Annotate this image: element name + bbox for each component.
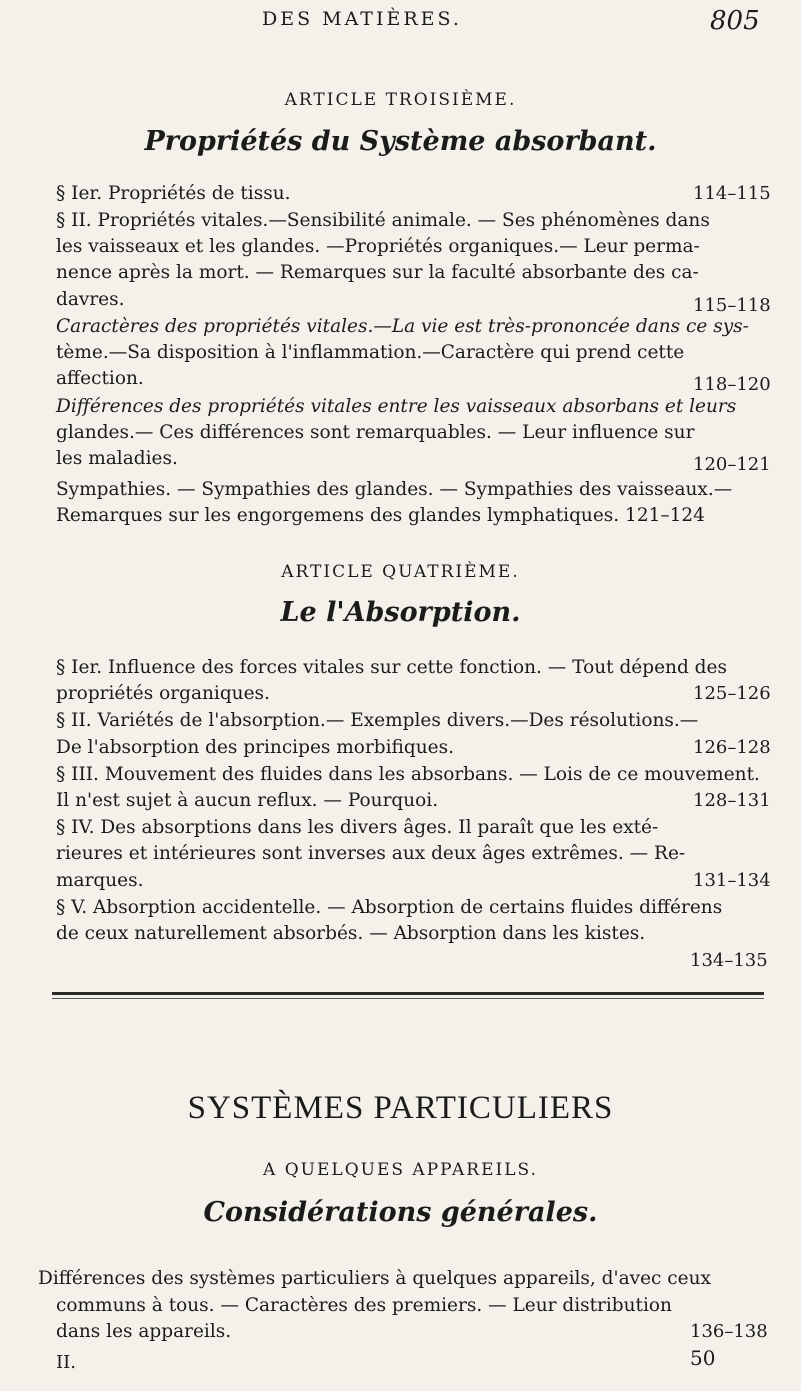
article-3-title: Propriétés du Système absorbant.	[144, 126, 657, 157]
toc-entry-line: dans les appareils.	[56, 1321, 232, 1342]
toc-page-ref: 114–115	[693, 183, 771, 204]
toc-entry-line: § Ier. Propriétés de tissu.	[56, 183, 291, 204]
general-considerations-title: Considérations générales.	[203, 1197, 598, 1228]
toc-page-ref: 136–138	[690, 1321, 768, 1342]
article-4-heading: ARTICLE QUATRIÈME.	[281, 562, 520, 582]
toc-entry-line: Il n'est sujet à aucun reflux. — Pourquoi.	[56, 790, 439, 811]
toc-entry-line: affection.	[56, 368, 144, 389]
article-3-heading: ARTICLE TROISIÈME.	[284, 90, 517, 110]
toc-entry-line: tème.—Sa disposition à l'inflammation.—Caractère qui prend cette	[56, 342, 685, 363]
section-divider-thin	[52, 998, 764, 999]
toc-entry-line: rieures et intérieures sont inverses aux deux âges extrêmes. — Re-	[56, 843, 686, 864]
toc-entry-line: De l'absorption des principes morbifiques.	[56, 737, 454, 758]
toc-page-ref: 126–128	[693, 737, 771, 758]
toc-page-ref: 120–121	[693, 454, 771, 475]
toc-entry-line: glandes.— Ces différences sont remarquables. — Leur influence sur	[56, 422, 695, 443]
systems-subtitle: A QUELQUES APPAREILS.	[263, 1160, 538, 1180]
toc-entry-line: § II. Propriétés vitales.—Sensibilité animale. — Ses phénomènes dans	[56, 210, 710, 231]
toc-page-ref: 118–120	[693, 374, 771, 395]
toc-entry-line: Différences des systèmes particuliers à quelques appareils, d'avec ceux	[38, 1268, 711, 1289]
signature-mark: 50	[690, 1346, 716, 1370]
toc-entry-line: communs à tous. — Caractères des premiers. — Leur distribution	[56, 1295, 672, 1316]
toc-entry-line: § IV. Des absorptions dans les divers âges. Il paraît que les exté-	[56, 817, 659, 838]
toc-page-ref: 115–118	[693, 295, 771, 316]
systems-title: SYSTÈMES PARTICULIERS	[187, 1090, 614, 1126]
article-4-title: Le l'Absorption.	[280, 597, 521, 628]
toc-entry-line: Caractères des propriétés vitales.—La vie est très-prononcée dans ce sys-	[56, 316, 749, 337]
toc-entry-line: Sympathies. — Sympathies des glandes. — Sympathies des vaisseaux.—	[56, 479, 733, 500]
running-header: DES MATIÈRES.	[262, 8, 462, 30]
toc-entry-line: § III. Mouvement des fluides dans les absorbans. — Lois de ce mouvement.	[56, 764, 760, 785]
toc-entry-line: marques.	[56, 870, 144, 891]
toc-entry-line: les vaisseaux et les glandes. —Propriétés organiques.— Leur perma-	[56, 236, 700, 257]
toc-entry-line: § Ier. Influence des forces vitales sur cette fonction. — Tout dépend des	[56, 657, 727, 678]
section-divider	[52, 992, 764, 995]
toc-entry-line: les maladies.	[56, 448, 178, 469]
volume-number: II.	[56, 1352, 76, 1373]
toc-entry-line: propriétés organiques.	[56, 683, 270, 704]
toc-page-ref: 131–134	[693, 870, 771, 891]
page-number: 805	[710, 6, 760, 36]
toc-entry-line: Remarques sur les engorgemens des glandes lymphatiques. 121–124	[56, 505, 705, 526]
toc-entry-line: § V. Absorption accidentelle. — Absorption de certains fluides différens	[56, 897, 723, 918]
toc-page-ref: 128–131	[693, 790, 771, 811]
toc-entry-line: de ceux naturellement absorbés. — Absorption dans les kistes.	[56, 923, 646, 944]
toc-entry-line: nence après la mort. — Remarques sur la faculté absorbante des ca-	[56, 262, 699, 283]
toc-page-ref: 125–126	[693, 683, 771, 704]
toc-page-ref: 134–135	[690, 950, 768, 971]
toc-entry-line: § II. Variétés de l'absorption.— Exemples divers.—Des résolutions.—	[56, 710, 699, 731]
toc-entry-line: Différences des propriétés vitales entre les vaisseaux absorbans et leurs	[56, 396, 737, 417]
toc-entry-line: davres.	[56, 289, 125, 310]
